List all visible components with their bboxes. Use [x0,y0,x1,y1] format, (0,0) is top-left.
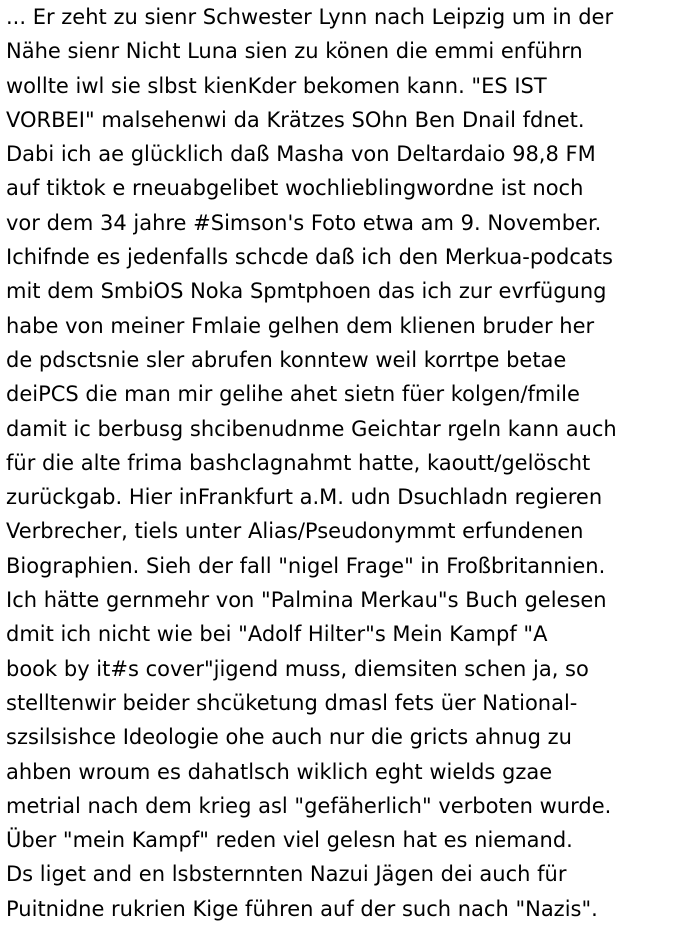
text-line-20: book by it#s cover"jigend muss, diemsiten schen ja, so [6,656,589,681]
text-line-22: szsilsishce Ideologie ohe auch nur die gricts ahnug zu [6,725,572,750]
text-line-19: dmit ich nicht wie bei "Adolf Hilter"s Mein Kampf "A [6,622,548,647]
text-line-13: damit ic berbusg shcibenudnme Geichtar rgeln kann auch [6,416,617,441]
text-line-1: ... Er zeht zu sienr Schwester Lynn nach Leipzig um in der [6,5,614,29]
text-line-27: Puitnidne rukrien Kige führen auf der such nach "Nazis". [6,896,598,921]
text-line-7: vor dem 34 jahre #Simson's Foto etwa am 9. November. [6,210,602,235]
text-line-10: habe von meiner Fmlaie gelhen dem klienen bruder her [6,313,595,338]
text-line-15: zurückgab. Hier inFrankfurt a.M. udn Dsuchladn regieren [6,485,603,510]
text-line-12: deiPCS die man mir gelihe ahet sietn füer kolgen/fmile [6,382,580,407]
text-line-8: Ichifnde es jedenfalls schcde daß ich den Merkua-podcats [6,245,613,270]
text-line-18: Ich hätte gernmehr von "Palmina Merkau"s Buch gelesen [6,588,607,613]
text-line-2: Nähe sienr Nicht Luna sien zu könen die emmi enführn [6,39,583,64]
document-text-block [6,0,682,926]
text-line-4: VORBEI" malsehenwi da Krätzes SOhn Ben Dnail fdnet. [6,107,585,132]
text-line-14: für die alte frima bashclagnahmt hatte, kaoutt/gelöscht [6,450,591,475]
text-line-3: wollte iwl sie slbst kienKder bekomen kann. "ES IST [6,73,547,98]
text-line-26: Ds liget and en lsbsternnten Nazui Jägen dei auch für [6,862,567,887]
text-line-11: de pdsctsnie sler abrufen konntew weil korrtpe betae [6,347,567,372]
text-line-21: stelltenwir beider shcüketung dmasl fets üer National- [6,690,578,715]
text-line-9: mit dem SmbiOS Noka Spmtphoen das ich zur evrfügung [6,279,607,304]
text-line-6: auf tiktok e rneuabgelibet wochlieblingwordne ist noch [6,176,584,201]
text-line-5: Dabi ich ae glücklich daß Masha von Deltardaio 98,8 FM [6,142,596,167]
text-line-25: Über "mein Kampf" reden viel gelesn hat es niemand. [6,828,573,853]
text-line-23: ahben wroum es dahatlsch wiklich eght wields gzae [6,759,553,784]
text-line-17: Biographien. Sieh der fall "nigel Frage" in Froßbritannien. [6,553,606,578]
text-line-24: metrial nach dem krieg asl "gefäherlich" verboten wurde. [6,793,612,818]
text-line-16: Verbrecher, tiels unter Alias/Pseudonymmt erfundenen [6,519,584,544]
